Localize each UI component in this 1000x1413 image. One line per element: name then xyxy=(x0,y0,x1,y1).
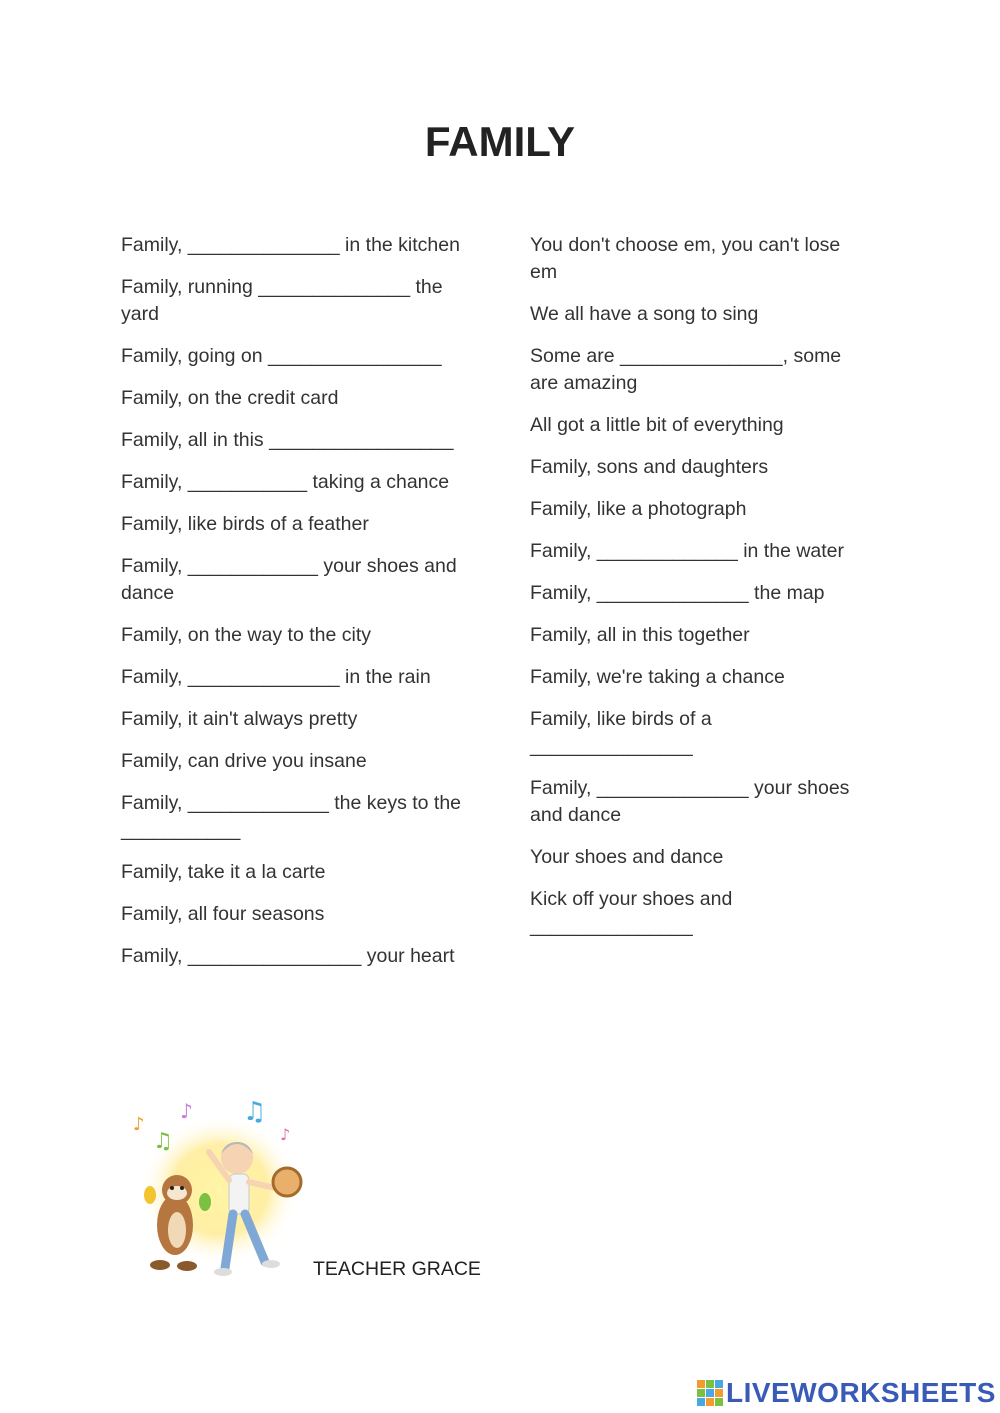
lyric-line: Family, like birds of a feather xyxy=(121,513,369,535)
lyric-line: Family, all four seasons xyxy=(121,903,325,925)
svg-text:♪: ♪ xyxy=(180,1099,193,1123)
lyric-line: Family, _____________ the keys to the ___________ xyxy=(121,792,462,841)
lyric-line: Family, on the credit card xyxy=(121,387,339,409)
lyric-line: Family, on the way to the city xyxy=(121,624,371,646)
lyric-line: Some are _______________, some are amazing xyxy=(530,345,842,394)
brand-name: LIVEWORKSHEETS xyxy=(726,1377,996,1408)
lyric-line: Family, take it a la carte xyxy=(121,861,326,883)
lyric-line: Family, ______________ the map xyxy=(530,582,825,604)
lyric-line: Family, ______________ in the rain xyxy=(121,666,431,688)
lyric-line: Family, all in this together xyxy=(530,624,750,646)
svg-text:♪: ♪ xyxy=(280,1125,291,1144)
lyric-line: Family, like birds of a _______________ xyxy=(530,708,712,757)
lyric-line: Family, running ______________ the yard xyxy=(121,276,443,325)
lyric-line: Family, ______________ your shoes and dance xyxy=(530,777,850,826)
svg-text:♪: ♪ xyxy=(133,1114,145,1135)
lyric-line: All got a little bit of everything xyxy=(530,414,784,436)
lyric-line: Kick off your shoes and _______________ xyxy=(530,888,733,937)
liveworksheets-brand xyxy=(697,1376,996,1410)
lyric-line: Family, we're taking a chance xyxy=(530,666,785,688)
lyric-line: Family, like a photograph xyxy=(530,498,747,520)
lyric-line: We all have a song to sing xyxy=(530,303,759,325)
lyric-line: Family, sons and daughters xyxy=(530,456,769,478)
lyric-line: Family, ____________ your shoes and dance xyxy=(121,555,457,604)
lyric-line: Family, going on ________________ xyxy=(121,345,442,367)
lyric-line: You don't choose em, you can't lose em xyxy=(530,234,841,283)
lyric-line: Family, ________________ your heart xyxy=(121,945,455,967)
lyric-line: Family, can drive you insane xyxy=(121,750,367,772)
dancing-teacher-and-ferret-illustration xyxy=(125,1090,310,1280)
lyric-line: Your shoes and dance xyxy=(530,846,724,868)
liveworksheets-logo-icon xyxy=(697,1380,723,1406)
worksheet-title: FAMILY xyxy=(424,118,576,165)
svg-text:♫: ♫ xyxy=(243,1097,267,1127)
lyric-line: Family, ___________ taking a chance xyxy=(121,471,450,493)
lyric-line: Family, _____________ in the water xyxy=(530,540,845,562)
lyric-line: Family, ______________ in the kitchen xyxy=(121,234,460,256)
teacher-credit: TEACHER GRACE xyxy=(313,1258,481,1280)
svg-text:♫: ♫ xyxy=(153,1129,173,1154)
lyric-line: Family, it ain't always pretty xyxy=(121,708,358,730)
lyrics-left-column xyxy=(121,232,476,985)
lyric-line: Family, all in this _________________ xyxy=(121,429,454,451)
lyrics-right-column xyxy=(530,232,870,955)
